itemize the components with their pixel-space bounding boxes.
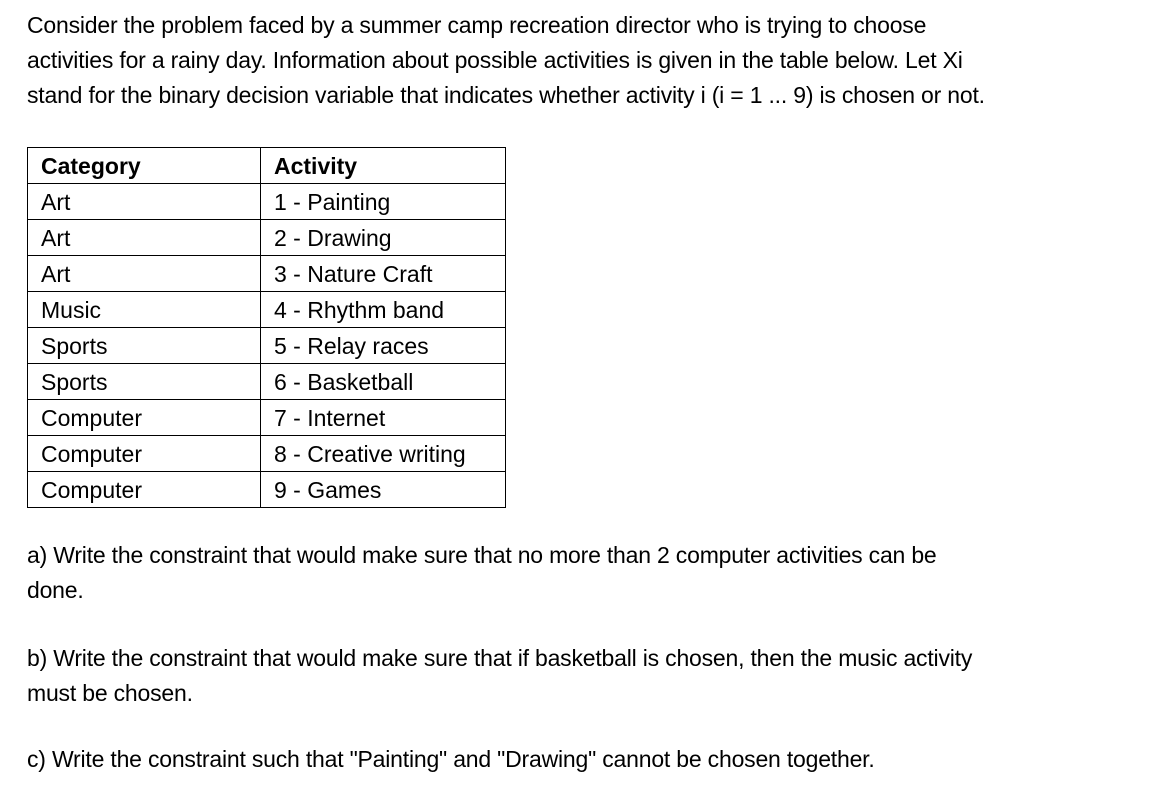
header-category: Category [28, 148, 261, 184]
table-row [28, 400, 506, 436]
intro-line: stand for the binary decision variable that indicates whether activity i (i = 1 ... 9) is chosen or not. [27, 82, 985, 108]
header-activity: Activity [261, 148, 506, 184]
table-row [28, 364, 506, 400]
activity-cell: 2 - Drawing [261, 220, 506, 256]
question-line: done. [27, 577, 84, 603]
category-cell: Sports [28, 364, 261, 400]
activity-cell: 1 - Painting [261, 184, 506, 220]
question-line: c) Write the constraint such that "Painting" and "Drawing" cannot be chosen together. [27, 746, 875, 772]
activity-cell: 3 - Nature Craft [261, 256, 506, 292]
category-cell: Computer [28, 472, 261, 508]
activity-cell: 5 - Relay races [261, 328, 506, 364]
question-c [27, 742, 1137, 777]
table-row [28, 292, 506, 328]
intro-line: Consider the problem faced by a summer camp recreation director who is trying to choose [27, 12, 927, 38]
question-line: a) Write the constraint that would make sure that no more than 2 computer activities can be [27, 542, 937, 568]
category-cell: Music [28, 292, 261, 328]
document-page [27, 8, 1137, 772]
table-row [28, 256, 506, 292]
category-cell: Computer [28, 400, 261, 436]
table-row [28, 328, 506, 364]
question-a [27, 538, 1137, 608]
category-cell: Computer [28, 436, 261, 472]
activity-cell: 4 - Rhythm band [261, 292, 506, 328]
activity-cell: 7 - Internet [261, 400, 506, 436]
activity-cell: 6 - Basketball [261, 364, 506, 400]
table-row [28, 220, 506, 256]
activity-cell: 8 - Creative writing [261, 436, 506, 472]
intro-paragraph [27, 8, 1137, 113]
table-row [28, 436, 506, 472]
question-b [27, 641, 1137, 711]
table-row [28, 472, 506, 508]
intro-line: activities for a rainy day. Information about possible activities is given in the table below. Let Xi [27, 47, 963, 73]
question-line: b) Write the constraint that would make sure that if basketball is chosen, then the music activity [27, 645, 973, 671]
category-cell: Sports [28, 328, 261, 364]
activity-cell: 9 - Games [261, 472, 506, 508]
category-cell: Art [28, 256, 261, 292]
activities-table [27, 147, 506, 508]
table-header-row [28, 148, 506, 184]
question-line: must be chosen. [27, 680, 193, 706]
table-row [28, 184, 506, 220]
category-cell: Art [28, 184, 261, 220]
category-cell: Art [28, 220, 261, 256]
